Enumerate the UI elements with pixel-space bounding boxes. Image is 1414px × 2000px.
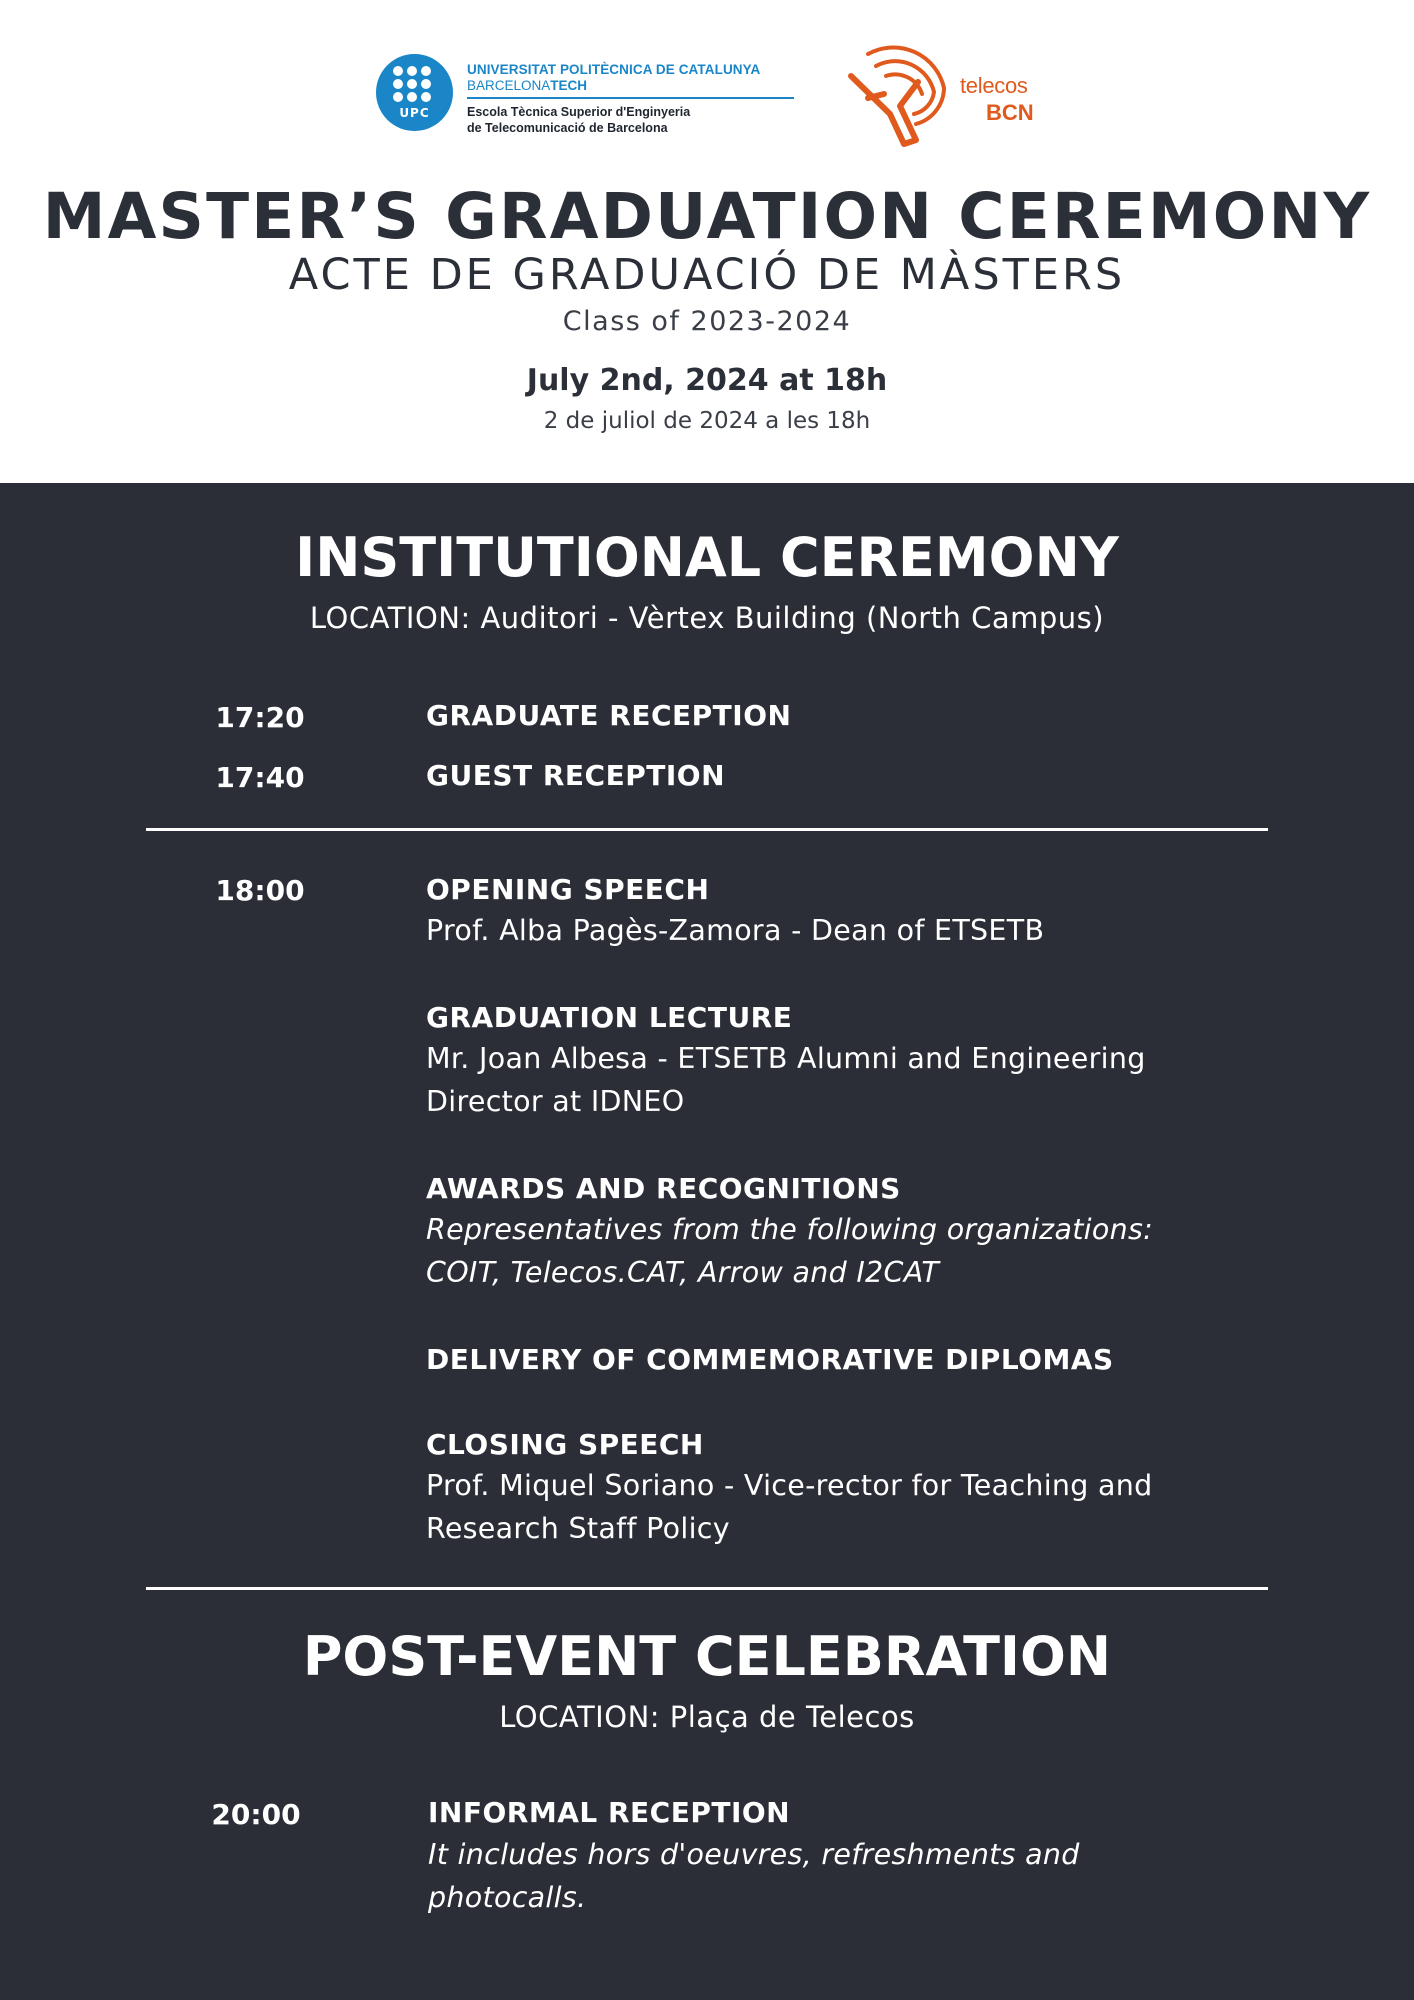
program-item-title: CLOSING SPEECH: [426, 1428, 704, 1461]
telecos-antenna-icon: [848, 42, 958, 152]
program-item-title: DELIVERY OF COMMEMORATIVE DIPLOMAS: [426, 1343, 1114, 1376]
upc-emblem-icon: [376, 54, 453, 131]
upc-logo: [376, 53, 796, 141]
program-item-detail: Mr. Joan Albesa - ETSETB Alumni and Engineering: [426, 1042, 1146, 1075]
post-event-title: POST-EVENT CELEBRATION: [302, 1625, 1112, 1688]
section-divider: [146, 1587, 1268, 1590]
class-year: Class of 2023-2024: [562, 306, 852, 337]
reception-title: GUEST RECEPTION: [426, 759, 725, 792]
program-item-detail: Research Staff Policy: [426, 1512, 730, 1545]
reception-time: 17:40: [215, 761, 305, 794]
post-event-time: 20:00: [211, 1798, 301, 1831]
upc-brand-tech: TECH: [550, 78, 588, 93]
upc-initials: UPC: [399, 106, 430, 120]
post-event-item-detail: photocalls.: [428, 1881, 587, 1914]
school-name-line1: Escola Tècnica Superior d'Enginyeria: [467, 104, 691, 119]
page-subtitle: ACTE DE GRADUACIÓ DE MÀSTERS: [288, 250, 1126, 300]
program-item-detail: Representatives from the following organizations:: [426, 1213, 1154, 1246]
program-item-detail: Prof. Alba Pagès-Zamora - Dean of ETSETB: [426, 914, 1045, 947]
telecos-word: telecos: [960, 73, 1028, 98]
upc-name: UNIVERSITAT POLITÈCNICA DE CATALUNYA: [467, 62, 761, 77]
program-item-detail: Prof. Miquel Soriano - Vice-rector for Teaching and: [426, 1469, 1153, 1502]
reception-time: 17:20: [215, 701, 305, 734]
page-title: MASTER’S GRADUATION CEREMONY: [42, 180, 1372, 253]
location-label: LOCATION:: [309, 601, 471, 635]
program-item-title: GRADUATION LECTURE: [426, 1001, 793, 1034]
program-item-title: OPENING SPEECH: [426, 873, 710, 906]
program-section: [0, 483, 1414, 2000]
post-event-location: [0, 1700, 1414, 1734]
event-date-catalan: 2 de juliol de 2024 a les 18h: [543, 408, 871, 434]
reception-title: GRADUATE RECEPTION: [426, 699, 792, 732]
upc-divider: [467, 97, 794, 99]
page-header: [0, 0, 1414, 483]
upc-brand-barcelona: BARCELONA: [467, 78, 551, 93]
program-time: 18:00: [215, 874, 305, 907]
location-value: Auditori - Vèrtex Building (North Campus): [480, 601, 1105, 635]
school-name-line2: de Telecomunicació de Barcelona: [467, 120, 668, 135]
program-item-detail: Director at IDNEO: [426, 1085, 685, 1118]
upc-brand: [467, 78, 797, 93]
location-value: Plaça de Telecos: [669, 1700, 915, 1734]
location-label: LOCATION:: [499, 1700, 661, 1734]
post-event-item-title: INFORMAL RECEPTION: [428, 1796, 791, 1829]
program-item-detail: COIT, Telecos.CAT, Arrow and I2CAT: [426, 1256, 940, 1289]
institutional-location: [0, 601, 1414, 635]
telecos-bcn-logo: [848, 42, 1048, 152]
section-divider: [146, 828, 1268, 831]
post-event-item-detail: It includes hors d'oeuvres, refreshments and: [428, 1838, 1080, 1871]
event-date-english: July 2nd, 2024 at 18h: [526, 363, 888, 398]
institutional-ceremony-title: INSTITUTIONAL CEREMONY: [295, 526, 1119, 589]
program-item-title: AWARDS AND RECOGNITIONS: [426, 1172, 901, 1205]
telecos-city: BCN: [986, 100, 1034, 125]
